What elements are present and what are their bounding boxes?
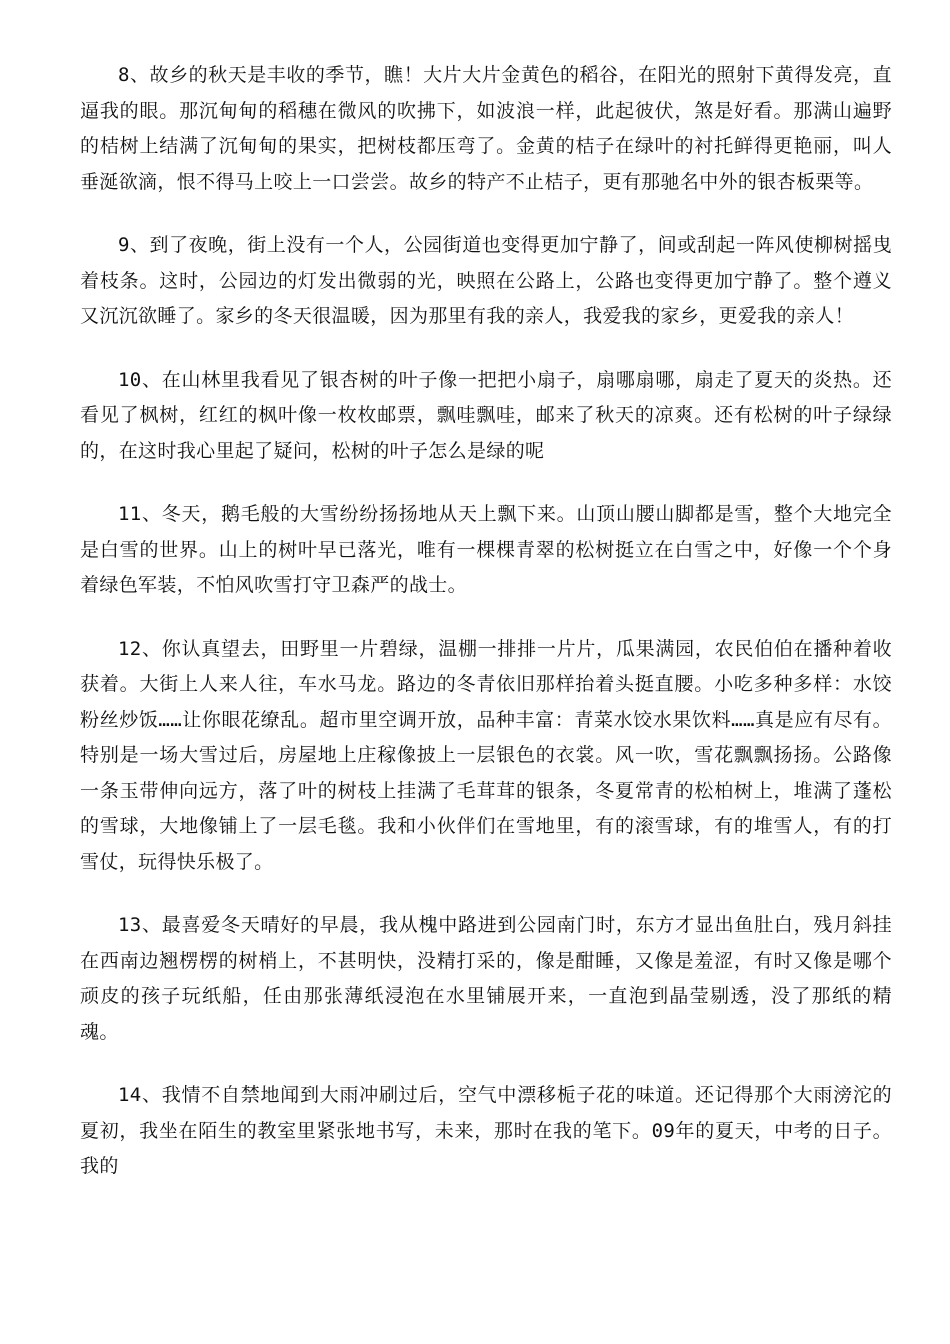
document-body <box>80 58 892 1213</box>
paragraph-13: 13、最喜爱冬天晴好的早晨，我从槐中路进到公园南门时，东方才显出鱼肚白，残月斜挂在西南边翘楞楞的树梢上，不甚明快，没精打采的，像是酣睡，又像是羞涩，有时又像是哪个顽皮的孩子玩纸船，任由那张薄纸浸泡在水里铺展开来，一直泡到晶莹剔透，没了那纸的精魂。 <box>80 914 892 1043</box>
paragraph-11: 11、冬天，鹅毛般的大雪纷纷扬扬地从天上飘下来。山顶山腰山脚都是雪，整个大地完全是白雪的世界。山上的树叶早已落光，唯有一棵棵青翠的松树挺立在白雪之中，好像一个个身着绿色军装，不怕风吹雪打守卫森严的战士。 <box>80 503 892 596</box>
paragraph-14: 14、我情不自禁地闻到大雨冲刷过后，空气中漂移栀子花的味道。还记得那个大雨滂沱的夏初，我坐在陌生的教室里紧张地书写，未来，那时在我的笔下。09年的夏天，中考的日子。我的 <box>80 1084 892 1177</box>
paragraph-10: 10、在山林里我看见了银杏树的叶子像一把把小扇子，扇哪扇哪，扇走了夏天的炎热。还看见了枫树，红红的枫叶像一枚枚邮票，飘哇飘哇，邮来了秋天的凉爽。还有松树的叶子绿绿的，在这时我心里起了疑问，松树的叶子怎么是绿的呢 <box>80 368 892 462</box>
paragraph-8: 8、故乡的秋天是丰收的季节，瞧！大片大片金黄色的稻谷，在阳光的照射下黄得发亮，直逼我的眼。那沉甸甸的稻穗在微风的吹拂下，如波浪一样，此起彼伏，煞是好看。那满山遍野的桔树上结满了沉甸甸的果实，把树枝都压弯了。金黄的桔子在绿叶的衬托鲜得更艳丽，叫人垂涎欲滴，恨不得马上咬上一口尝尝。故乡的特产不止桔子，更有那驰名中外的银杏板栗等。 <box>80 64 892 193</box>
paragraph-9: 9、到了夜晚，街上没有一个人，公园街道也变得更加宁静了，间或刮起一阵风使柳树摇曳着枝条。这时，公园边的灯发出微弱的光，映照在公路上，公路也变得更加宁静了。整个遵义又沉沉欲睡了。家乡的冬天很温暖，因为那里有我的亲人，我爱我的家乡，更爱我的亲人！ <box>80 234 892 327</box>
paragraph-12: 12、你认真望去，田野里一片碧绿，温棚一排排一片片，瓜果满园，农民伯伯在播种着收获着。大街上人来人往，车水马龙。路边的冬青依旧那样抬着头挺直腰。小吃多种多样：水饺粉丝炒饭……让你眼花缭乱。超市里空调开放，品种丰富：青菜水饺水果饮料……真是应有尽有。特别是一场大雪过后，房屋地上庄稼像披上一层银色的衣裳。风一吹，雪花飘飘扬扬。公路像一条玉带伸向远方，落了叶的树枝上挂满了毛茸茸的银条，冬夏常青的松柏树上，堆满了蓬松的雪球，大地像铺上了一层毛毯。我和小伙伴们在雪地里，有的滚雪球，有的堆雪人，有的打雪仗，玩得快乐极了。 <box>80 637 892 873</box>
